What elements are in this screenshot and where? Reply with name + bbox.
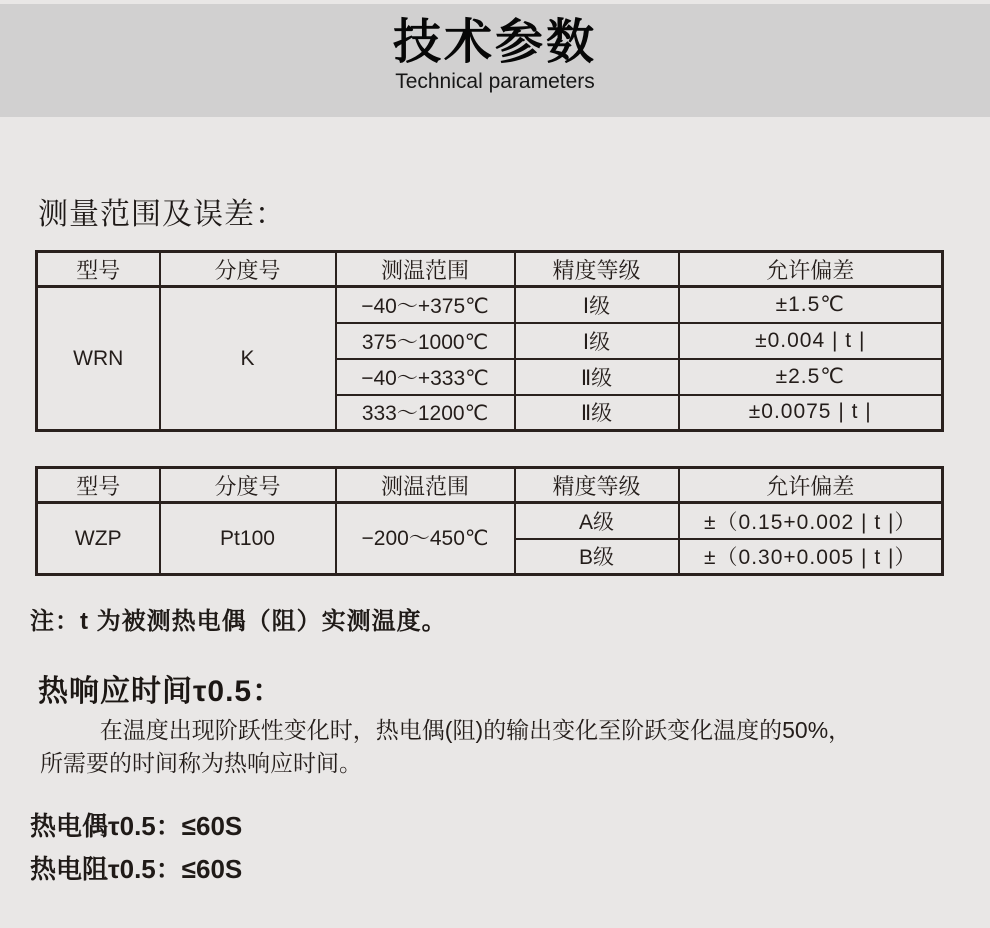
page-title: 技术参数 [392,16,597,69]
graduation-cell: Pt100 [160,503,336,575]
definition-line-2: 所需要的时间称为热响应时间。 [40,750,362,776]
model-cell: WZP [37,503,160,575]
range-cell: 333～1200℃ [336,395,515,431]
grade-cell: Ⅰ级 [515,323,679,359]
deviation-cell: ±（0.30+0.005 | t |） [679,539,943,575]
table-header-row [37,468,943,503]
thermocouple-response-line: 热电偶τ0.5：≤60S [30,811,243,841]
range-cell: −200～450℃ [336,503,515,575]
section-heading-thermal-response: 热响应时间τ0.5： [38,675,284,708]
section-heading-measure-range: 测量范围及误差： [38,198,286,231]
column-header-range: 测温范围 [336,252,515,287]
deviation-cell: ±0.004 | t | [679,323,943,359]
range-cell: 375～1000℃ [336,323,515,359]
graduation-cell: K [160,287,336,431]
deviation-cell: ±1.5℃ [679,287,943,323]
grade-cell: Ⅱ级 [515,395,679,431]
deviation-cell: ±2.5℃ [679,359,943,395]
grade-cell: Ⅰ级 [515,287,679,323]
rtd-response-line: 热电阻τ0.5：≤60S [30,854,243,884]
thermal-response-definition [40,714,945,780]
column-header-range: 测温范围 [336,468,515,503]
deviation-cell: ±（0.15+0.002 | t |） [679,503,943,539]
grade-cell: B级 [515,539,679,575]
grade-cell: Ⅱ级 [515,359,679,395]
page-subtitle: Technical parameters [395,70,595,93]
column-header-grade: 精度等级 [515,252,679,287]
column-header-model: 型号 [37,252,160,287]
deviation-cell: ±0.0075 | t | [679,395,943,431]
model-cell: WRN [37,287,160,431]
title-banner [0,4,990,117]
column-header-graduation: 分度号 [160,468,336,503]
column-header-model: 型号 [37,468,160,503]
table-row [37,287,943,323]
column-header-grade: 精度等级 [515,468,679,503]
column-header-deviation: 允许偏差 [679,252,943,287]
table-row [37,503,943,539]
spec-table-wrn [35,250,944,432]
grade-cell: A级 [515,503,679,539]
table-header-row [37,252,943,287]
spec-table-wzp [35,466,944,576]
range-cell: −40～+375℃ [336,287,515,323]
definition-line-1: 在温度出现阶跃性变化时，热电偶(阻)的输出变化至阶跃变化温度的50%， [99,717,852,743]
footnote-t-definition: 注：t 为被测热电偶（阻）实测温度。 [30,608,447,635]
column-header-graduation: 分度号 [160,252,336,287]
range-cell: −40～+333℃ [336,359,515,395]
column-header-deviation: 允许偏差 [679,468,943,503]
